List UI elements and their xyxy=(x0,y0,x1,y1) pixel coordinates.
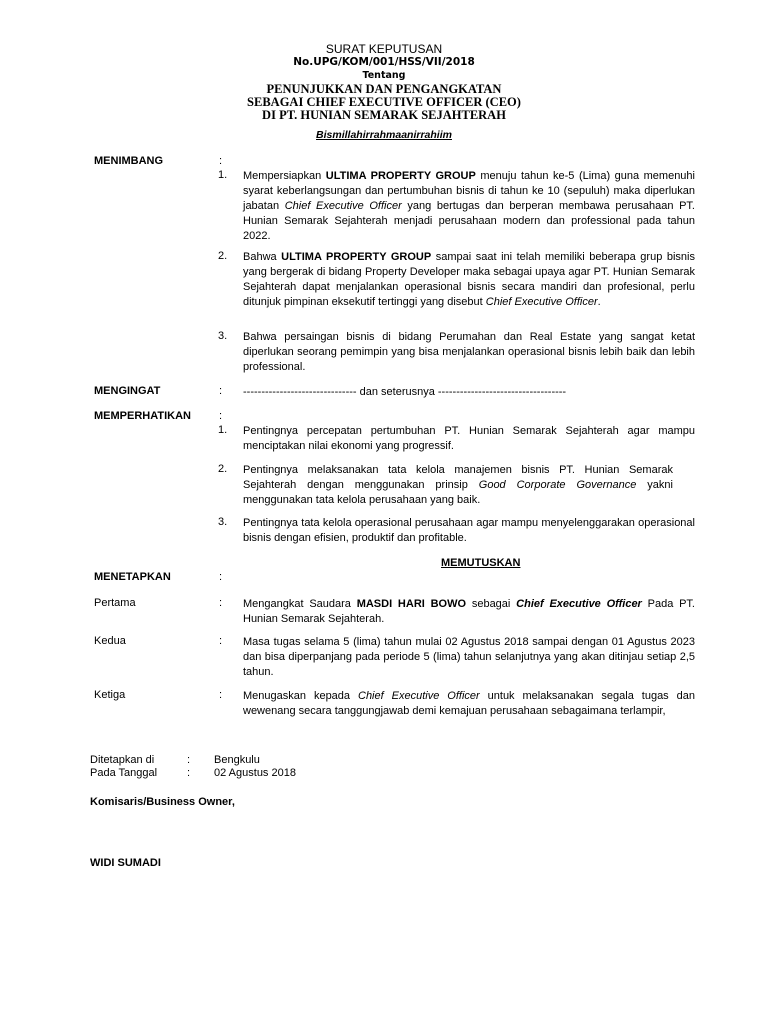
signature-name: WIDI SUMADI xyxy=(90,857,161,869)
subject-line-3: DI PT. HUNIAN SEMARAK SEJAHTERAH xyxy=(262,108,506,122)
memperhatikan-item-1: Pentingnya percepatan pertumbuhan PT. Hunian Semarak Sejahterah agar mampu menciptakan nilai ekonomi yang progressif. xyxy=(243,425,695,452)
subject-line-1: PENUNJUKKAN DAN PENGANGKATAN xyxy=(266,82,502,96)
mengingat-text: ------------------------------- dan seterusnya ----------------------------------- xyxy=(243,386,567,398)
colon: : xyxy=(219,689,223,701)
colon: : xyxy=(219,385,223,397)
colon: : xyxy=(219,155,223,167)
menimbang-item-2: Bahwa ULTIMA PROPERTY GROUP sampai saat ini telah memiliki beberapa grup bisnis yang bergerak di bidang Property Developer maka sebagai upaya agar PT. Hunian Semarak Sejahterah dapat menjalankan operasional bisnis secara mandiri dan profesional, perlu ditunjuk pimpinan eksekutif tertinggi yang disebut Chief Executive Officer. xyxy=(243,251,695,308)
menetapkan-label: MENETAPKAN xyxy=(94,571,171,583)
document-number: No.UPG/KOM/001/HSS/VII/2018 xyxy=(293,56,475,68)
colon: : xyxy=(187,754,191,766)
menimbang-item-1: Mempersiapkan ULTIMA PROPERTY GROUP menuju tahun ke-5 (Lima) guna memenuhi syarat keberlangsungan dan pertumbuhan bisnis di tahun ke 10 (sepuluh) maka diperlukan jabatan Chief Executive Officer yang bertugas dan berperan membawa perusahaan PT. Hunian Semarak Sejahterah menjadi perusahaan modern dan professional pada tahun 2022. xyxy=(243,170,695,242)
kedua-text: Masa tugas selama 5 (lima) tahun mulai 02 Agustus 2018 sampai dengan 01 Agustus 2023 dan bisa diperpanjang pada periode 5 (lima) tahun selanjutnya yang akan ditinjau setiap 2,5 tahun. xyxy=(243,636,695,678)
item-number: 2. xyxy=(218,250,228,262)
menimbang-label: MENIMBANG xyxy=(94,155,164,167)
item-number: 3. xyxy=(218,330,228,342)
tanggal-label: Pada Tanggal xyxy=(90,767,158,779)
memutuskan-heading: MEMUTUSKAN xyxy=(441,557,521,569)
colon: : xyxy=(219,571,223,583)
item-number: 1. xyxy=(218,424,228,436)
pertama-text: Mengangkat Saudara MASDI HARI BOWO sebagai Chief Executive Officer Pada PT. Hunian Semarak Sejahterah. xyxy=(243,598,695,625)
memperhatikan-label: MEMPERHATIKAN xyxy=(94,410,191,422)
memperhatikan-item-2: Pentingnya melaksanakan tata kelola manajemen bisnis PT. Hunian Semarak Sejahterah dengan menggunakan prinsip Good Corporate Governance yakni menggunakan tata kelola perusahaan yang baik. xyxy=(243,464,673,506)
colon: : xyxy=(187,767,191,779)
ketiga-label: Ketiga xyxy=(94,689,126,701)
ditetapkan-label: Ditetapkan di xyxy=(90,754,155,766)
kedua-label: Kedua xyxy=(94,635,126,647)
ketiga-text: Menugaskan kepada Chief Executive Officer untuk melaksanakan segala tugas dan wewenang secara tanggungjawab demi kemajuan perusahaan sebagaimana terlampir, xyxy=(243,690,695,717)
colon: : xyxy=(219,635,223,647)
menimbang-item-3: Bahwa persaingan bisnis di bidang Perumahan dan Real Estate yang sangat ketat diperlukan seorang pemimpin yang bisa menjalankan operasional bisnis lebih baik dan lebih professional. xyxy=(243,331,695,373)
bismillah: Bismillahirrahmaanirrahiim xyxy=(316,129,452,141)
memperhatikan-item-3: Pentingnya tata kelola operasional perusahaan agar mampu menyelenggarakan operasional bisnis dengan efisien, produktif dan profitable. xyxy=(243,517,695,544)
colon: : xyxy=(219,410,223,422)
ditetapkan-value: Bengkulu xyxy=(214,754,260,766)
item-number: 2. xyxy=(218,463,228,475)
subject-line-2: SEBAGAI CHIEF EXECUTIVE OFFICER (CEO) xyxy=(247,95,521,109)
tanggal-value: 02 Agustus 2018 xyxy=(214,767,296,779)
item-number: 1. xyxy=(218,169,228,181)
signature-role: Komisaris/Business Owner, xyxy=(90,796,235,808)
item-number: 3. xyxy=(218,516,228,528)
colon: : xyxy=(219,597,223,609)
document-title: SURAT KEPUTUSAN xyxy=(325,42,443,56)
tentang-label: Tentang xyxy=(362,70,406,81)
pertama-label: Pertama xyxy=(94,597,136,609)
mengingat-label: MENGINGAT xyxy=(94,385,161,397)
